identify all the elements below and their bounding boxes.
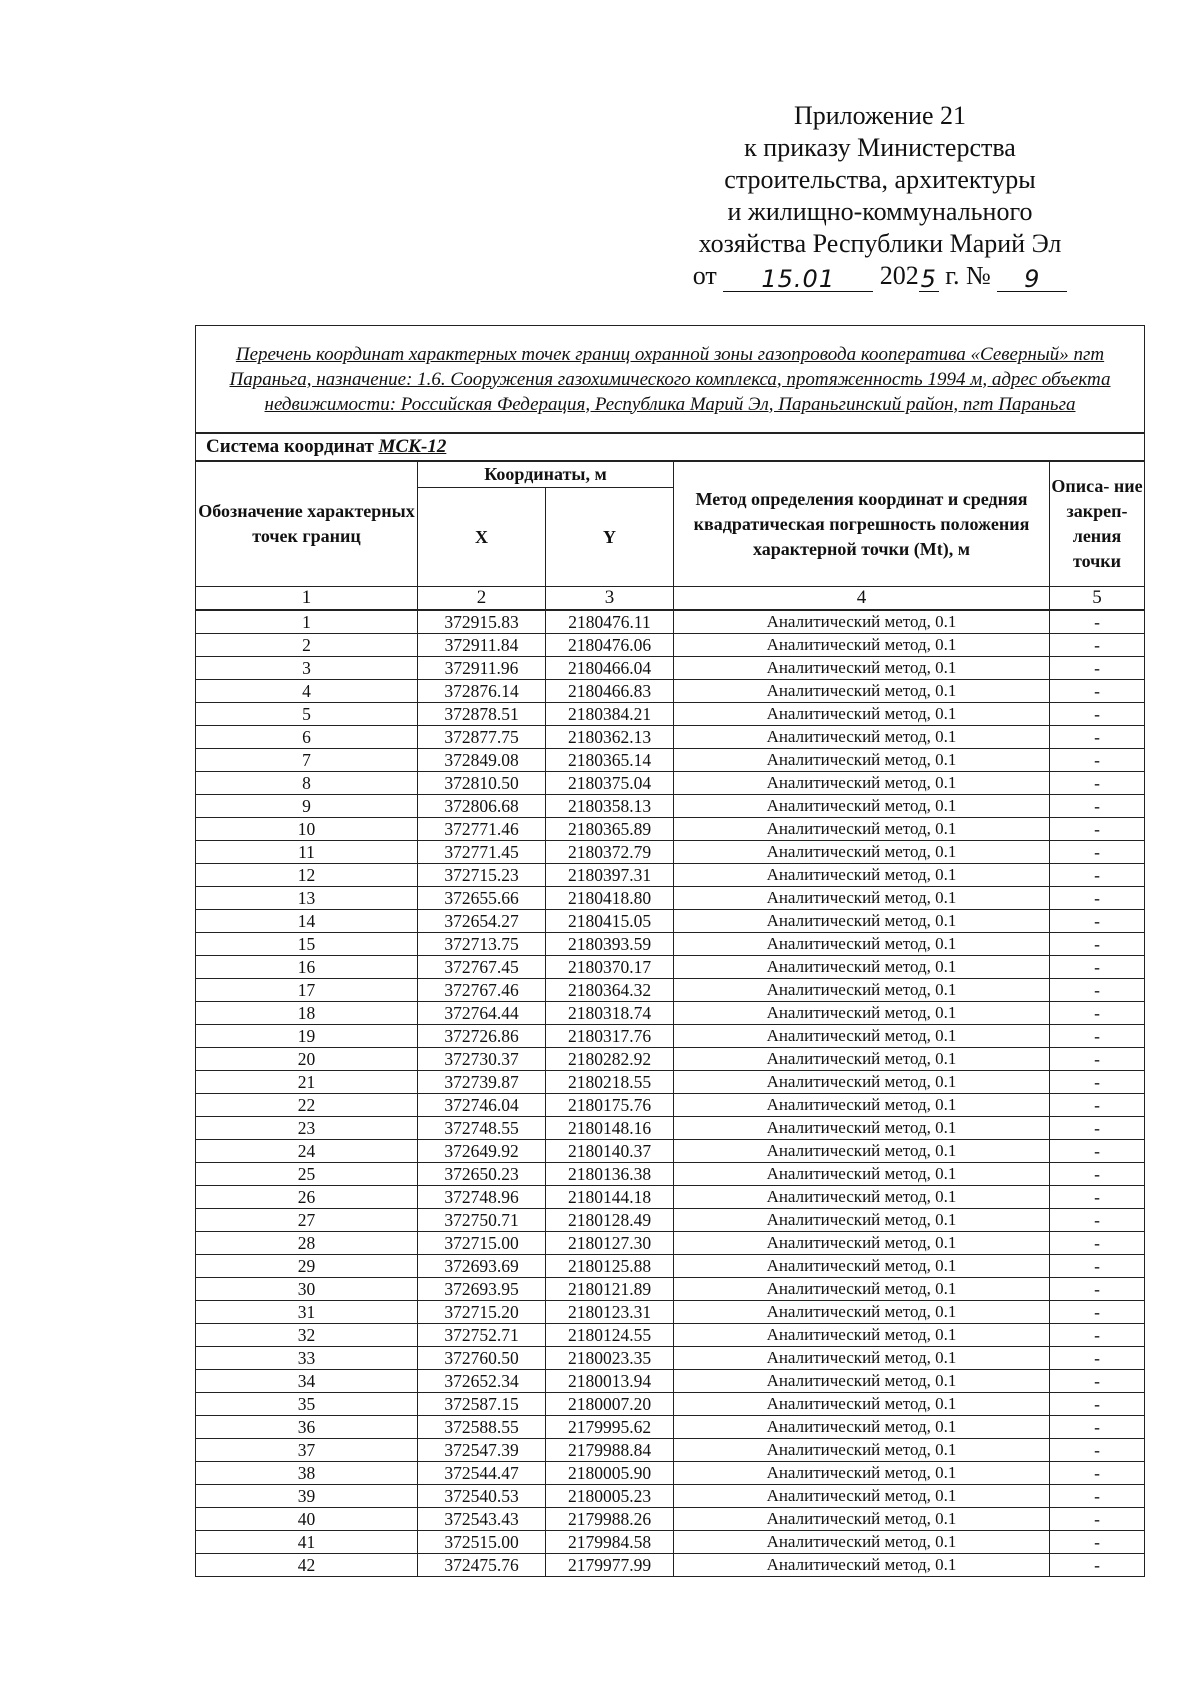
method: Аналитический метод, 0.1 [674, 703, 1050, 726]
coord-y: 2180370.17 [546, 956, 674, 979]
table-row [196, 1232, 1145, 1255]
coord-y: 2180282.92 [546, 1048, 674, 1071]
coord-x: 372771.45 [418, 841, 546, 864]
method: Аналитический метод, 0.1 [674, 1416, 1050, 1439]
coord-y: 2180365.89 [546, 818, 674, 841]
method: Аналитический метод, 0.1 [674, 1094, 1050, 1117]
method: Аналитический метод, 0.1 [674, 1140, 1050, 1163]
description: - [1050, 1163, 1145, 1186]
table-row [196, 703, 1145, 726]
coord-y: 2180317.76 [546, 1025, 674, 1048]
coord-x: 372588.55 [418, 1416, 546, 1439]
point-id: 40 [196, 1508, 418, 1531]
method: Аналитический метод, 0.1 [674, 910, 1050, 933]
table-row [196, 979, 1145, 1002]
method: Аналитический метод, 0.1 [674, 1439, 1050, 1462]
description: - [1050, 1209, 1145, 1232]
coord-x: 372715.00 [418, 1232, 546, 1255]
table-row [196, 1462, 1145, 1485]
method: Аналитический метод, 0.1 [674, 1071, 1050, 1094]
coord-x: 372654.27 [418, 910, 546, 933]
header-line-3: строительства, архитектуры [724, 165, 1036, 194]
description: - [1050, 887, 1145, 910]
coord-y: 2180005.90 [546, 1462, 674, 1485]
table-row [196, 887, 1145, 910]
point-id: 14 [196, 910, 418, 933]
method: Аналитический метод, 0.1 [674, 1186, 1050, 1209]
header-line-1: Приложение 21 [793, 101, 967, 130]
point-id: 25 [196, 1163, 418, 1186]
description: - [1050, 1393, 1145, 1416]
coord-x: 372876.14 [418, 680, 546, 703]
point-id: 36 [196, 1416, 418, 1439]
description: - [1050, 795, 1145, 818]
coord-x: 372475.76 [418, 1554, 546, 1577]
point-id: 22 [196, 1094, 418, 1117]
method: Аналитический метод, 0.1 [674, 1370, 1050, 1393]
coord-y: 2179988.26 [546, 1508, 674, 1531]
point-id: 38 [196, 1462, 418, 1485]
table-row [196, 1255, 1145, 1278]
method: Аналитический метод, 0.1 [674, 680, 1050, 703]
description: - [1050, 1554, 1145, 1577]
col-number-5: 5 [1050, 587, 1145, 611]
point-id: 29 [196, 1255, 418, 1278]
method: Аналитический метод, 0.1 [674, 841, 1050, 864]
method: Аналитический метод, 0.1 [674, 749, 1050, 772]
coord-x: 372752.71 [418, 1324, 546, 1347]
method: Аналитический метод, 0.1 [674, 634, 1050, 657]
table-row [196, 749, 1145, 772]
table-row [196, 1163, 1145, 1186]
description: - [1050, 1324, 1145, 1347]
coord-y: 2180365.14 [546, 749, 674, 772]
description: - [1050, 1462, 1145, 1485]
coord-x: 372713.75 [418, 933, 546, 956]
table-row [196, 1485, 1145, 1508]
handwritten-year-digit: 5 [920, 265, 937, 293]
point-id: 2 [196, 634, 418, 657]
point-id: 34 [196, 1370, 418, 1393]
coord-y: 2180148.16 [546, 1117, 674, 1140]
description: - [1050, 818, 1145, 841]
col-number-1: 1 [196, 587, 418, 611]
point-id: 20 [196, 1048, 418, 1071]
description: - [1050, 1439, 1145, 1462]
table-row [196, 1209, 1145, 1232]
coord-y: 2180362.13 [546, 726, 674, 749]
description: - [1050, 1485, 1145, 1508]
coord-x: 372544.47 [418, 1462, 546, 1485]
coord-y: 2179977.99 [546, 1554, 674, 1577]
table-row [196, 1439, 1145, 1462]
coord-x: 372760.50 [418, 1347, 546, 1370]
col-number-4: 4 [674, 587, 1050, 611]
coord-y: 2179988.84 [546, 1439, 674, 1462]
table-row [196, 1508, 1145, 1531]
coord-y: 2180023.35 [546, 1347, 674, 1370]
point-id: 5 [196, 703, 418, 726]
coord-x: 372739.87 [418, 1071, 546, 1094]
col-header-y: Y [546, 488, 674, 587]
method: Аналитический метод, 0.1 [674, 610, 1050, 634]
coord-y: 2180476.11 [546, 610, 674, 634]
coord-x: 372767.46 [418, 979, 546, 1002]
description: - [1050, 910, 1145, 933]
table-row [196, 1094, 1145, 1117]
coord-y: 2180218.55 [546, 1071, 674, 1094]
description: - [1050, 1347, 1145, 1370]
description: - [1050, 1301, 1145, 1324]
coord-y: 2180397.31 [546, 864, 674, 887]
point-id: 18 [196, 1002, 418, 1025]
method: Аналитический метод, 0.1 [674, 795, 1050, 818]
coord-x: 372878.51 [418, 703, 546, 726]
method: Аналитический метод, 0.1 [674, 1393, 1050, 1416]
table-row [196, 726, 1145, 749]
coord-x: 372730.37 [418, 1048, 546, 1071]
point-id: 35 [196, 1393, 418, 1416]
coord-x: 372911.96 [418, 657, 546, 680]
header-line-5: хозяйства Республики Марий Эл [698, 229, 1062, 258]
table-row [196, 772, 1145, 795]
method: Аналитический метод, 0.1 [674, 1163, 1050, 1186]
coord-x: 372715.23 [418, 864, 546, 887]
description: - [1050, 1531, 1145, 1554]
description: - [1050, 1186, 1145, 1209]
method: Аналитический метод, 0.1 [674, 1508, 1050, 1531]
coord-x: 372767.45 [418, 956, 546, 979]
description: - [1050, 1140, 1145, 1163]
coord-y: 2180127.30 [546, 1232, 674, 1255]
table-row [196, 864, 1145, 887]
point-id: 3 [196, 657, 418, 680]
point-id: 26 [196, 1186, 418, 1209]
coord-x: 372748.96 [418, 1186, 546, 1209]
table-row [196, 910, 1145, 933]
method: Аналитический метод, 0.1 [674, 1462, 1050, 1485]
coord-x: 372726.86 [418, 1025, 546, 1048]
description: - [1050, 1025, 1145, 1048]
point-id: 42 [196, 1554, 418, 1577]
coord-y: 2179984.58 [546, 1531, 674, 1554]
point-id: 11 [196, 841, 418, 864]
coord-y: 2180128.49 [546, 1209, 674, 1232]
table-row [196, 1140, 1145, 1163]
coord-y: 2180175.76 [546, 1094, 674, 1117]
table-row [196, 1531, 1145, 1554]
table-row [196, 1071, 1145, 1094]
table-row [196, 818, 1145, 841]
point-id: 39 [196, 1485, 418, 1508]
description: - [1050, 1094, 1145, 1117]
description: - [1050, 1370, 1145, 1393]
method: Аналитический метод, 0.1 [674, 1301, 1050, 1324]
method: Аналитический метод, 0.1 [674, 1232, 1050, 1255]
method: Аналитический метод, 0.1 [674, 657, 1050, 680]
coord-x: 372540.53 [418, 1485, 546, 1508]
method: Аналитический метод, 0.1 [674, 818, 1050, 841]
coord-x: 372911.84 [418, 634, 546, 657]
point-id: 1 [196, 610, 418, 634]
description: - [1050, 956, 1145, 979]
table-row [196, 841, 1145, 864]
coord-x: 372715.20 [418, 1301, 546, 1324]
point-id: 4 [196, 680, 418, 703]
coord-x: 372915.83 [418, 610, 546, 634]
description: - [1050, 726, 1145, 749]
method: Аналитический метод, 0.1 [674, 933, 1050, 956]
table-row [196, 1370, 1145, 1393]
description: - [1050, 634, 1145, 657]
coord-y: 2180318.74 [546, 1002, 674, 1025]
coord-x: 372748.55 [418, 1117, 546, 1140]
table-title-row [196, 326, 1145, 434]
coord-x: 372849.08 [418, 749, 546, 772]
header-line-4: и жилищно-коммунального [727, 197, 1033, 226]
description: - [1050, 1232, 1145, 1255]
coord-y: 2180124.55 [546, 1324, 674, 1347]
table-row [196, 1301, 1145, 1324]
coord-system-label: Система координат [206, 436, 374, 457]
coord-y: 2180358.13 [546, 795, 674, 818]
point-id: 9 [196, 795, 418, 818]
table-row [196, 1048, 1145, 1071]
table-row [196, 1554, 1145, 1577]
point-id: 23 [196, 1117, 418, 1140]
coord-x: 372771.46 [418, 818, 546, 841]
table-row [196, 933, 1145, 956]
date-prefix: от [692, 261, 717, 290]
point-id: 24 [196, 1140, 418, 1163]
description: - [1050, 864, 1145, 887]
description: - [1050, 610, 1145, 634]
coord-x: 372693.95 [418, 1278, 546, 1301]
point-id: 37 [196, 1439, 418, 1462]
col-header-coords: Координаты, м [418, 461, 674, 488]
description: - [1050, 1508, 1145, 1531]
year-prefix: 202 [879, 261, 919, 290]
table-row [196, 956, 1145, 979]
table-row [196, 1002, 1145, 1025]
coordinates-table [195, 325, 1145, 1577]
order-date-line [650, 260, 1110, 294]
point-id: 33 [196, 1347, 418, 1370]
method: Аналитический метод, 0.1 [674, 1554, 1050, 1577]
coord-x: 372587.15 [418, 1393, 546, 1416]
order-number-label: г. № [945, 261, 991, 290]
coord-x: 372652.34 [418, 1370, 546, 1393]
table-row [196, 1347, 1145, 1370]
table-row [196, 1278, 1145, 1301]
coord-x: 372806.68 [418, 795, 546, 818]
coord-x: 372764.44 [418, 1002, 546, 1025]
point-id: 19 [196, 1025, 418, 1048]
point-id: 17 [196, 979, 418, 1002]
coord-y: 2180013.94 [546, 1370, 674, 1393]
point-id: 16 [196, 956, 418, 979]
method: Аналитический метод, 0.1 [674, 1324, 1050, 1347]
point-id: 31 [196, 1301, 418, 1324]
col-number-2: 2 [418, 587, 546, 611]
coord-y: 2180466.83 [546, 680, 674, 703]
table-row [196, 657, 1145, 680]
coord-x: 372543.43 [418, 1508, 546, 1531]
description: - [1050, 841, 1145, 864]
coord-y: 2180466.04 [546, 657, 674, 680]
handwritten-order-number: 9 [997, 263, 1067, 292]
handwritten-date: 15.01 [723, 263, 873, 292]
col-header-x: X [418, 488, 546, 587]
point-id: 28 [196, 1232, 418, 1255]
coord-y: 2180125.88 [546, 1255, 674, 1278]
coord-y: 2180384.21 [546, 703, 674, 726]
point-id: 8 [196, 772, 418, 795]
table-row [196, 610, 1145, 634]
point-id: 27 [196, 1209, 418, 1232]
description: - [1050, 933, 1145, 956]
coord-system [196, 433, 1145, 461]
col-number-3: 3 [546, 587, 674, 611]
description: - [1050, 1117, 1145, 1140]
method: Аналитический метод, 0.1 [674, 1002, 1050, 1025]
coord-y: 2180476.06 [546, 634, 674, 657]
method: Аналитический метод, 0.1 [674, 1531, 1050, 1554]
coord-x: 372650.23 [418, 1163, 546, 1186]
coord-y: 2180364.32 [546, 979, 674, 1002]
description: - [1050, 657, 1145, 680]
coord-x: 372746.04 [418, 1094, 546, 1117]
method: Аналитический метод, 0.1 [674, 979, 1050, 1002]
table-row [196, 1186, 1145, 1209]
method: Аналитический метод, 0.1 [674, 1117, 1050, 1140]
description: - [1050, 1278, 1145, 1301]
coord-x: 372547.39 [418, 1439, 546, 1462]
description: - [1050, 749, 1145, 772]
point-id: 30 [196, 1278, 418, 1301]
coord-system-row [196, 433, 1145, 461]
point-id: 10 [196, 818, 418, 841]
header-row-1 [196, 461, 1145, 488]
coord-system-value: МСК-12 [378, 436, 447, 457]
coord-x: 372655.66 [418, 887, 546, 910]
coord-y: 2180140.37 [546, 1140, 674, 1163]
coord-x: 372877.75 [418, 726, 546, 749]
method: Аналитический метод, 0.1 [674, 887, 1050, 910]
column-number-row [196, 587, 1145, 611]
header-line-2: к приказу Министерства [744, 133, 1016, 162]
point-id: 12 [196, 864, 418, 887]
description: - [1050, 680, 1145, 703]
coord-y: 2180375.04 [546, 772, 674, 795]
table-row [196, 1393, 1145, 1416]
col-header-method: Метод определения координат и средняя квадратическая погрешность положения характерной точки (Mt), м [674, 461, 1050, 587]
coord-y: 2180005.23 [546, 1485, 674, 1508]
description: - [1050, 979, 1145, 1002]
method: Аналитический метод, 0.1 [674, 1347, 1050, 1370]
method: Аналитический метод, 0.1 [674, 726, 1050, 749]
coord-x: 372810.50 [418, 772, 546, 795]
point-id: 7 [196, 749, 418, 772]
table-row [196, 1117, 1145, 1140]
coord-y: 2180415.05 [546, 910, 674, 933]
method: Аналитический метод, 0.1 [674, 1048, 1050, 1071]
coord-x: 372693.69 [418, 1255, 546, 1278]
point-id: 21 [196, 1071, 418, 1094]
col-header-point: Обозначение характерных точек границ [196, 461, 418, 587]
description: - [1050, 1002, 1145, 1025]
table-title: Перечень координат характерных точек границ охранной зоны газопровода кооператива «Северный» пгт Параньга, назначение: 1.6. Сооружения газохимического комплекса, протяженность 1994 м, адрес объекта недвижимости: Российская Федерация, Республика Марий Эл, Параньгинский район, пгт Параньга [196, 326, 1145, 434]
coord-y: 2180144.18 [546, 1186, 674, 1209]
coord-x: 372649.92 [418, 1140, 546, 1163]
method: Аналитический метод, 0.1 [674, 1485, 1050, 1508]
coord-y: 2180121.89 [546, 1278, 674, 1301]
description: - [1050, 1071, 1145, 1094]
table-row [196, 1025, 1145, 1048]
description: - [1050, 772, 1145, 795]
coord-x: 372750.71 [418, 1209, 546, 1232]
coord-y: 2180136.38 [546, 1163, 674, 1186]
coord-y: 2180418.80 [546, 887, 674, 910]
table-row [196, 634, 1145, 657]
table-row [196, 795, 1145, 818]
description: - [1050, 1416, 1145, 1439]
method: Аналитический метод, 0.1 [674, 1025, 1050, 1048]
method: Аналитический метод, 0.1 [674, 864, 1050, 887]
method: Аналитический метод, 0.1 [674, 1278, 1050, 1301]
point-id: 32 [196, 1324, 418, 1347]
description: - [1050, 1048, 1145, 1071]
point-id: 41 [196, 1531, 418, 1554]
coord-x: 372515.00 [418, 1531, 546, 1554]
coord-y: 2180372.79 [546, 841, 674, 864]
description: - [1050, 1255, 1145, 1278]
col-header-description: Описа- ние закреп- ления точки [1050, 461, 1145, 587]
description: - [1050, 703, 1145, 726]
appendix-header [650, 100, 1110, 294]
method: Аналитический метод, 0.1 [674, 1209, 1050, 1232]
method: Аналитический метод, 0.1 [674, 1255, 1050, 1278]
point-id: 13 [196, 887, 418, 910]
table-row [196, 680, 1145, 703]
coord-y: 2179995.62 [546, 1416, 674, 1439]
method: Аналитический метод, 0.1 [674, 956, 1050, 979]
coord-y: 2180007.20 [546, 1393, 674, 1416]
table-row [196, 1324, 1145, 1347]
point-id: 15 [196, 933, 418, 956]
coord-y: 2180123.31 [546, 1301, 674, 1324]
point-id: 6 [196, 726, 418, 749]
coord-y: 2180393.59 [546, 933, 674, 956]
method: Аналитический метод, 0.1 [674, 772, 1050, 795]
table-row [196, 1416, 1145, 1439]
